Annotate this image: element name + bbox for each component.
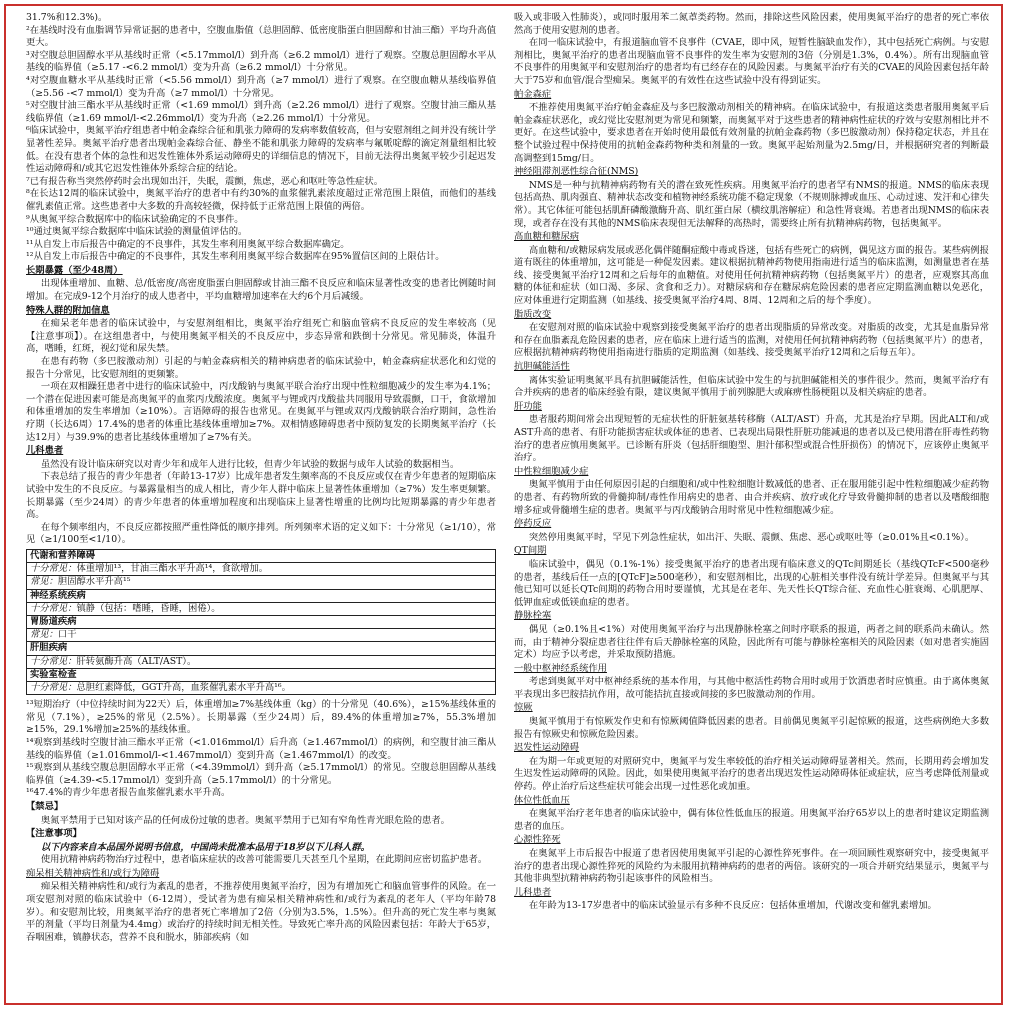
table-category: 神经系统疾病 [27, 589, 496, 602]
paragraph: 突然停用奥氮平时，罕见下列急性症状，如出汗、失眠、震颤、焦虑、恶心或呕吐等（≥0.01%且<0.1%）。 [528, 531, 975, 543]
footnote-3: ³对空腹总胆固醇水平从基线时正常（<5.17mmol/l）到升高（≥6.2 mmol/l）进行了观察。空腹总胆固醇水平从基线的临界值（≥5.17 -<6.2 mmol/l）变为升高（≥6.2 mmol/l）十分常见。 [26, 49, 496, 74]
subheading-cns: 一般中枢神经系统作用 [514, 662, 607, 674]
frequency-label: 十分常见： [30, 655, 77, 667]
table-row [27, 655, 496, 668]
paragraph: 下表总结了报告的青少年患者（年龄13-17岁）比成年患者发生频率高的不良反应或仅在青少年患者的短期临床试验中发生的不良反应。与暴露量相当的成人相比，青少年人群中临床上显著性体重增加（≥7%）发生率更频繁。长期暴露（至少24周）的青少年患者的体重增加程度和出现临床上显著性增重的比例均比短期暴露的青少年患者高。 [26, 471, 496, 521]
subheading-sudden-death: 心源性猝死 [514, 834, 561, 846]
subheading-qt: QT间期 [514, 545, 547, 557]
table-row [27, 681, 496, 694]
paragraph: 在同一临床试验中，有报道脑血管不良事件（CVAE，即中风，短暂性脑缺血发作），其中包括死亡病例。与安慰剂相比，奥氮平治疗的患者出现脑血管不良事件的发生率为安慰剂的3倍（分别是1.3%，0.4%）。所有出现脑血管不良事件的用奥氮平和安慰剂治疗的患者均有已经存在的风险因素。与奥氮平治疗有关的CVAE的风险因素包括年龄大于75岁和血管/混合型痴呆。奥氮平的有效性在这些试验中没有得到证实。 [514, 37, 989, 86]
paragraph: 在每个频率组内，不良反应都按照严重性降低的顺序排列。所列频率术语的定义如下：十分常见（≥1/10），常见（≥1/100至<1/10）。 [26, 521, 496, 546]
paragraph: 在奥氮平上市后报告中报道了患者因使用奥氮平引起的心源性猝死事件。在一项回顾性观察研究中，接受奥氮平治疗的患者出现心源性猝死的风险约为未服用抗精神病药的患者的两倍。该研究的一项合并研究结果显示，奥氮平与其他非典型抗精神病药物引起该事件的风险相当。 [514, 848, 989, 885]
heading-long-term: 长期暴露（至少48周） [26, 264, 123, 276]
table-row [27, 602, 496, 615]
subheading-pediatric: 儿科患者 [514, 886, 552, 898]
paragraph: 使用抗精神病药物治疗过程中，患者临床症状的改善可能需要几天甚至几个星期，在此期间应密切监护患者。 [40, 854, 488, 866]
paragraph: 在年龄为13-17岁患者中的临床试验显示有多种不良反应：包括体重增加，代谢改变和催乳素增加。 [528, 900, 937, 912]
table-cell-text: 体重增加¹³，甘油三酯水平升高¹⁴，食欲增加。 [76, 563, 269, 575]
paragraph: 虽然没有设计临床研究以对青少年和成年人进行比较，但青少年试验的数据与成年人试验的数据相当。 [40, 458, 460, 470]
frequency-label: 常见： [30, 576, 58, 588]
frequency-label: 十分常见： [30, 681, 77, 693]
table-cell-text: 肝转氨酶升高（ALT/AST）。 [76, 655, 197, 667]
paragraph: 在为期一年或更短的对照研究中，奥氮平与发生率较低的治疗相关运动障碍显著相关。然而，长期用药会增加发生迟发性运动障碍的风险。因此，如果使用奥氮平治疗的患者出现迟发性运动障碍体征或症状，应当考虑降低剂量或停药。停止治疗后这些症状可能会出现一过性恶化或加重。 [514, 755, 989, 793]
paragraph: 在痴呆老年患者的临床试验中，与安慰剂组相比，奥氮平治疗组死亡和脑血管病不良反应的发生率较高（见【注意事项】）。在这组患者中，与使用奥氮平相关的不良反应中，步态异常和跌倒十分常见。常见肺炎，体温升高，嗜睡，红斑，视幻觉和尿失禁。 [26, 318, 496, 355]
document-page [4, 4, 1003, 1005]
footnote-11: ¹¹从自发上市后报告中确定的不良事件，其发生率利用奥氮平综合数据库确定。 [26, 238, 350, 250]
subheading-parkinson: 帕金森症 [514, 88, 552, 100]
subheading-nms: 神经阻滞剂恶性综合征(NMS) [514, 166, 639, 178]
paragraph-long-term: 出现体重增加、血糖、总/低密度/高密度脂蛋白胆固醇或甘油三酯不良反应和临床显著性改变的患者比例随时间增加。在完成9-12个月治疗的成人患者中，平均血糖增加速率在大约6个月后减缓。 [26, 278, 496, 303]
table-category: 实验室检查 [27, 668, 496, 681]
table-cell-text: 镇静（包括：嗜睡，昏睡，困倦）。 [76, 602, 221, 614]
subheading-seizure: 惊厥 [514, 702, 533, 714]
subheading-withdrawal: 停药反应 [514, 518, 552, 530]
paragraph: 高血糖和/或糖尿病发展或恶化偶伴随酮症酸中毒或昏迷，包括有些死亡的病例，偶见这方面的报告。某些病例报道有既往的体重增加，这可能是一种促发因素。建议根据抗精神药物使用指南进行适当的临床监测，如测量患者在基线、接受奥氮平治疗12周和之后每年的血糖值。对使用任何抗精神病药物（包括奥氮平片）的患者，应观察其高血糖的体征和症状（如口渴、多尿、贪食和乏力）。对糖尿病和存在糖尿病危险因素的患者应定期监测血糖以免恶化，应对体重进行定期监测（如基线、接受奥氮平治疗4周、8周、12周和之后的每个季度）。 [514, 244, 989, 307]
paragraph: 痴呆相关精神病性和/或行为紊乱的患者，不推荐使用奥氮平治疗，因为有增加死亡和脑血管事件的风险。在一项安慰剂对照的临床试验中（6-12周），受试者为患有痴呆相关精神病性和/或行为紊乱的老年人（平均年龄78岁）。和安慰剂比较，用奥氮平治疗的患者死亡率增加了2倍（分别为3.5%，1.5%）。但升高的死亡发生率与奥氮平的剂量（平均日剂量为4.4mg）或治疗的持续时间无相关性。导致死亡率升高的风险因素包括：年龄大于65岁，吞咽困难，镇静状态，营养不良和脱水，肺部疾病（如 [26, 881, 496, 943]
frequency-label: 常见： [30, 629, 58, 641]
paragraph: 不推荐使用奥氮平治疗帕金森症及与多巴胺激动剂相关的精神病。在临床试验中，有报道这类患者服用奥氮平后帕金森症状恶化，或幻觉比安慰剂更为常见和频繁，而奥氮平对于这些患者的精神病性症状的疗效与安慰剂相比并不更好。在这些试验中，要求患者在开始时使用最低有效剂量的抗帕金森药物（多巴胺激动剂）保持稳定状态，并且在整个试验过程中保持使用的抗帕金森药物种类和剂量的一致。奥氮平起始剂量为2.5mg/日，并根据研究者的判断最高调整到15mg/日。 [514, 102, 989, 164]
subheading-anticholinergic: 抗胆碱能活性 [514, 361, 570, 373]
table-cell-text: 胆固醇水平升高¹⁵ [57, 576, 131, 588]
footnote-6: ⁶临床试验中，奥氮平治疗组患者中帕金森综合征和肌张力障碍的发病率数值较高，但与安慰剂组之间并没有统计学显著性差异。奥氮平治疗患者出现帕金森综合征、静坐不能和肌张力障碍的发病率与氟哌啶醇的滴定剂量组相比较低。在没有患者个体的急性和迟发性锥体外系运动障碍史的详细信息的情况下，目前无法得出奥氮平较少引起迟发性运动障碍和/或其它迟发性锥体外系综合症的结论。 [26, 125, 496, 175]
subheading-tardive: 迟发性运动障碍 [514, 742, 580, 754]
footnote-7: ⁷已有报告称当突然停药时会出现如出汗，失眠，震颤，焦虑，恶心和呕吐等急性症状。 [26, 175, 384, 187]
subheading-hypotension: 体位性低血压 [514, 794, 570, 806]
footnote-2: ²在基线时没有血脂调节异常证据的患者中，空腹血脂值（总胆固醇、低密度脂蛋白胆固醇和甘油三酯）平均升高值更大。 [26, 24, 496, 49]
heading-contraindications: 【禁忌】 [26, 800, 64, 812]
adverse-reactions-table [26, 549, 496, 695]
subheading-lipids: 脂质改变 [514, 308, 552, 320]
subheading-hyperglycemia: 高血糖和糖尿病 [514, 231, 580, 243]
paragraph: 在安慰剂对照的临床试验中观察到接受奥氮平治疗的患者出现脂质的异常改变。对脂质的改变，尤其是血脂异常和存在血脂紊乱危险因素的患者，应在临床上进行适当的监测，对使用任何抗精神病药物（包括奥氮平片）的患者，应根据抗精神病药物使用指南进行脂质的定期监测（如基线、接受奥氮平治疗12周和之后每五年）。 [514, 322, 989, 359]
table-category: 胃肠道疾病 [27, 615, 496, 628]
heading-special-populations: 特殊人群的附加信息 [26, 304, 110, 316]
paragraph: 奥氮平慎用于由任何原因引起的白细胞和/或中性粒细胞计数减低的患者、正在服用能引起中性粒细胞减少症药物的患者、有药物所致的骨髓抑制/毒性作用病史的患者、由合并疾病、放疗或化疗导致骨髓抑制的患者以及嗜酸细胞增多症或骨髓增生症的患者。奥氮平与丙戊酸钠合用时常见中性粒细胞减少症。 [514, 479, 989, 516]
table-row [27, 563, 496, 576]
paragraph: 在奥氮平治疗老年患者的临床试验中，偶有体位性低血压的报道。用奥氮平治疗65岁以上的患者时建议定期监测患者的血压。 [514, 808, 989, 832]
paragraph: 奥氮平禁用于已知对该产品的任何成份过敏的患者。奥氮平禁用于已知有窄角性青光眼危险的患者。 [40, 814, 450, 826]
paragraph: 偶见（≥0.1%且<1%）对使用奥氮平治疗与出现静脉栓塞之间时序联系的报道，两者之间的联系尚未确认。然而，由于精神分裂症患者往往伴有后天静脉栓塞的风险，因此所有可能与静脉栓塞相关的风险因素（如对患者实施固定术）均应予以考虑，并采取预防措施。 [514, 623, 989, 661]
left-column [26, 12, 496, 997]
right-column [514, 12, 989, 997]
footnote-16: ¹⁶47.4%的青少年患者报告血浆催乳素水平升高。 [26, 787, 231, 799]
footnote-8: ⁸在长达12周的临床试验中，奥氮平治疗的患者中有约30%的血浆催乳素浓度超过正常范围上限值，而他们的基线催乳素值正常。这些患者中大多数的升高较轻微，保持低于正常范围上限值的两倍。 [26, 188, 496, 212]
table-row [27, 576, 496, 589]
paragraph: 离体实验证明奥氮平具有抗胆碱能活性，但临床试验中发生的与抗胆碱能相关的事件很少。然而，奥氮平治疗有合并疾病的患者的临床经验有限，建议奥氮平慎用于前列腺肥大或麻痹性肠梗阻以及相关病症的患者。 [514, 374, 989, 399]
table-category: 代谢和营养障碍 [27, 549, 496, 562]
subheading-vte: 静脉栓塞 [514, 610, 552, 622]
subheading-neutropenia: 中性粒细胞减少症 [514, 465, 589, 477]
footnote-4: ⁴对空腹血糖水平从基线时正常（<5.56 mmol/l）到升高（≥7 mmol/l）进行了观察。在空腹血糖从基线临界值（≥5.56 -<7 mmol/l）变为升高（≥7 mmol/l）十分常见。 [26, 74, 496, 99]
paragraph: 31.7%和12.3%)。 [26, 12, 108, 23]
paragraph: 考虑到奥氮平对中枢神经系统的基本作用，与其他中枢活性药物合用时或用于饮酒患者时应慎重。由于离体奥氮平表现出多巴胺拮抗作用，故可能拮抗直接或间接的多巴胺激动剂的作用。 [514, 676, 989, 700]
paragraph: 吸入或非吸入性肺炎），或同时服用苯二氮䓬类药物。然而，排除这些风险因素，使用奥氮平治疗的患者的死亡率依然高于使用安慰剂的患者。 [514, 12, 989, 36]
paragraph: 患者服药期间常会出现短暂的无症状性的肝脏氨基转移酶（ALT/AST）升高，尤其是治疗早期。因此ALT和/或AST升高的患者、有肝功能损害症状或体征的患者、已表现出局限性肝脏功能减退的患者以及已使用潜在肝毒性药物治疗的患者应慎用奥氮平。已诊断有肝炎（包括肝细胞型、胆汁郁积型或混合性肝损伤）的情况下，应该停止奥氮平治疗。 [514, 414, 989, 464]
table-category: 肝胆疾病 [27, 642, 496, 655]
footnote-5: ⁵对空腹甘油三酯水平从基线时正常（<1.69 mmol/l）到升高（≥2.26 mmol/l）进行了观察。空腹甘油三酯从基线临界值（≥1.69 mmol/l-<2.26mmol/l）变为升高（≥2.26 mmol/l）十分常见。 [26, 100, 496, 124]
subheading-dementia: 痴呆相关精神病性和/或行为障碍 [26, 867, 160, 879]
paragraph: NMS是一种与抗精神病药物有关的潜在致死性疾病。用奥氮平治疗的患者罕有NMS的报道。NMS的临床表现包括高热、肌肉强直、精神状态改变和植物神经系统功能不稳定现象（不规则脉搏或血压、心动过速、发汗和心律失常）。其它体征可能包括肌酐磷酸激酶升高、肌红蛋白尿（横纹肌溶解症）和急性肾衰竭。若患者出现NMS的临床表现，或者存在没有其他的NMS临床表现但无法解释的高热时，需要终止所有抗精神病药物，包括奥氮平。 [514, 179, 989, 229]
warning-note: 以下内容来自本品国外说明书信息，中国尚未批准本品用于18岁以下儿科人群。 [40, 841, 370, 853]
frequency-label: 十分常见： [30, 563, 77, 575]
footnote-14: ¹⁴观察到基线时空腹甘油三酯水平正常（<1.016mmol/l）后升高（≥1.467mmol/l）的病例，和空腹甘油三酯从基线的临界值（≥1.016mmol/l-<1.467mmol/l）变到升高（≥1.467mmol/l）的改变。 [26, 736, 496, 761]
footnote-9: ⁹从奥氮平综合数据库中的临床试验确定的不良事件。 [26, 213, 244, 225]
paragraph: 在患有药物（多巴胺激动剂）引起的与帕金森病相关的精神病患者的临床试验中，帕金森病症状恶化和幻觉的报告十分常见，比安慰剂组的更频繁。 [26, 356, 496, 380]
paragraph: 奥氮平慎用于有惊厥发作史和有惊厥阈值降低因素的患者。目前偶见奥氮平引起惊厥的报道，这些病例绝大多数报告有惊厥史和惊厥危险因素。 [514, 716, 989, 740]
footnote-12: ¹²从自发上市后报告中确定的不良事件，其发生率利用奥氮平综合数据库在95%置信区间的上限估计。 [26, 251, 445, 263]
heading-precautions: 【注意事项】 [26, 828, 82, 840]
footnote-10: ¹⁰通过奥氮平综合数据库中临床试验的测量值评估的。 [26, 226, 248, 238]
footnote-13: ¹³短期治疗（中位持续时间为22天）后，体重增加≥7%基线体重（kg）的十分常见（40.6%），≥15%基线体重的常见（7.1%），≥25%的常见（2.5%）。长期暴露（至少24周）后，89.4%的体重增加≥7%，55.3%增加≥15%，29.1%增加≥25%的基线体重。 [26, 699, 496, 736]
table-cell-text: 口干 [57, 629, 77, 641]
paragraph: 临床试验中，偶见（0.1%-1%）接受奥氮平治疗的患者出现有临床意义的QTc间期延长（基线QTcF<500毫秒的患者，基线后任一点的[QTcF]≥500毫秒），和安慰剂相比，出现的心脏相关事件没有统计学差异。但奥氮平与其他已知可以延长QTc间期的药物合用时要谨慎，尤其是在老年、先天性长QT综合征、充血性心脏衰竭、心肌肥厚、低钾血症或低镁血症的患者。 [514, 558, 989, 608]
table-row [27, 629, 496, 642]
subheading-liver: 肝功能 [514, 400, 542, 412]
frequency-label: 十分常见： [30, 602, 77, 614]
table-cell-text: 总胆红素降低，GGT升高，血浆催乳素水平升高¹⁶。 [76, 681, 291, 693]
footnote-15: ¹⁵观察到从基线空腹总胆固醇水平正常（<4.39mmol/l）到升高（≥5.17mmol/l）的常见。空腹总胆固醇从基线临界值（≥4.39-<5.17mmol/l）变到升高（≥5.17mmol/l）的十分常见。 [26, 762, 496, 786]
paragraph: 一项在双相躁狂患者中进行的临床试验中，丙戊酸钠与奥氮平联合治疗出现中性粒细胞减少的发生率为4.1%；一个潜在促进因素可能是高奥氮平的血浆丙戊酸浓度。奥氮平与锂或丙戊酸盐共同服用导致震颤，口干，食欲增加和体重增加的发生率增加（≥10%）。言语障碍的报告也常见。在奥氮平与锂或双丙戊酸钠联合治疗期间，急性治疗期（长达6周）17.4%的患者的体重比基线体重增加≥7%。双相情感障碍患者中预防复发的长期奥氮平治疗（长达12月）与39.9%的患者比基线体重增加了≥7%有关。 [26, 381, 496, 443]
heading-pediatric: 儿科患者 [26, 445, 64, 457]
